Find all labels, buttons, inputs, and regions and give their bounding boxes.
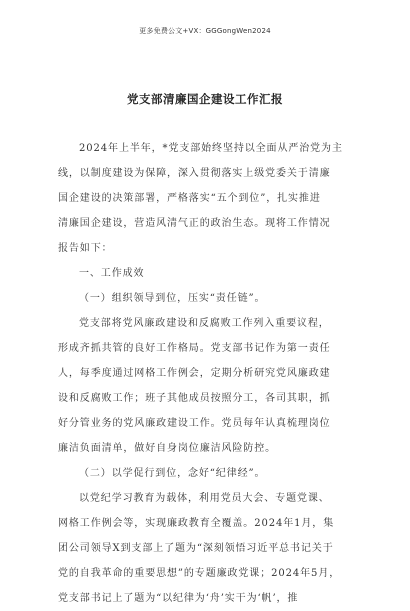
body-line: 以党纪学习教育为载体，利用党员大会、专题党课、 [79,493,330,504]
body-line: 2024年上半年，*党支部始终坚持以全面从严治党为主 [79,143,343,154]
body-line: 党支部书记上了题为“以纪律为‘舟’实干为‘帆’，推 [58,593,299,604]
section-heading: 一、工作成效 [79,268,145,279]
body-line: 线，以制度建设为保障，深入贯彻落实上级党委关于清廉 [58,168,331,179]
body-line: 人，每季度通过网格工作例会，定期分析研究党风廉政建 [58,368,331,379]
body-line: 形成齐抓共管的良好工作格局。党支部书记作为第一责任 [58,343,331,354]
body-line: 党支部将党风廉政建设和反腐败工作列入重要议程， [79,318,330,329]
body-line: 好分管业务的党风廉政建设工作。党员每年认真梳理岗位 [58,418,331,429]
body-line: 清廉国企建设，营造风清气正的政治生态。现将工作情况 [58,218,331,229]
body-line: 报告如下： [58,243,113,254]
document-body [58,136,356,611]
subsection-heading: （二）以学促行到位，念好“纪律经”。 [79,468,266,479]
body-line: 设和反腐败工作；班子其他成员按照分工，各司其职，抓 [58,393,331,404]
body-line: 廉洁负面清单，做好自身岗位廉洁风险防控。 [58,443,276,454]
subsection-heading: （一）组织领导到位，压实“责任链”。 [79,293,266,304]
header-note: 更多免费公文+VX：GGGongWen2024 [139,27,271,35]
body-line: 网格工作例会等，实现廉政教育全覆盖。2024年1月，集 [58,518,335,529]
body-line: 党的自我革命的重要思想”的专题廉政党课；2024年5月， [58,568,341,579]
body-line: 国企建设的决策部署，严格落实“五个到位”，扎实推进 [58,193,321,204]
body-line: 团公司领导X到支部上了题为“深刻领悟习近平总书记关于 [58,543,334,554]
document-title: 党支部清廉国企建设工作汇报 [127,92,283,106]
